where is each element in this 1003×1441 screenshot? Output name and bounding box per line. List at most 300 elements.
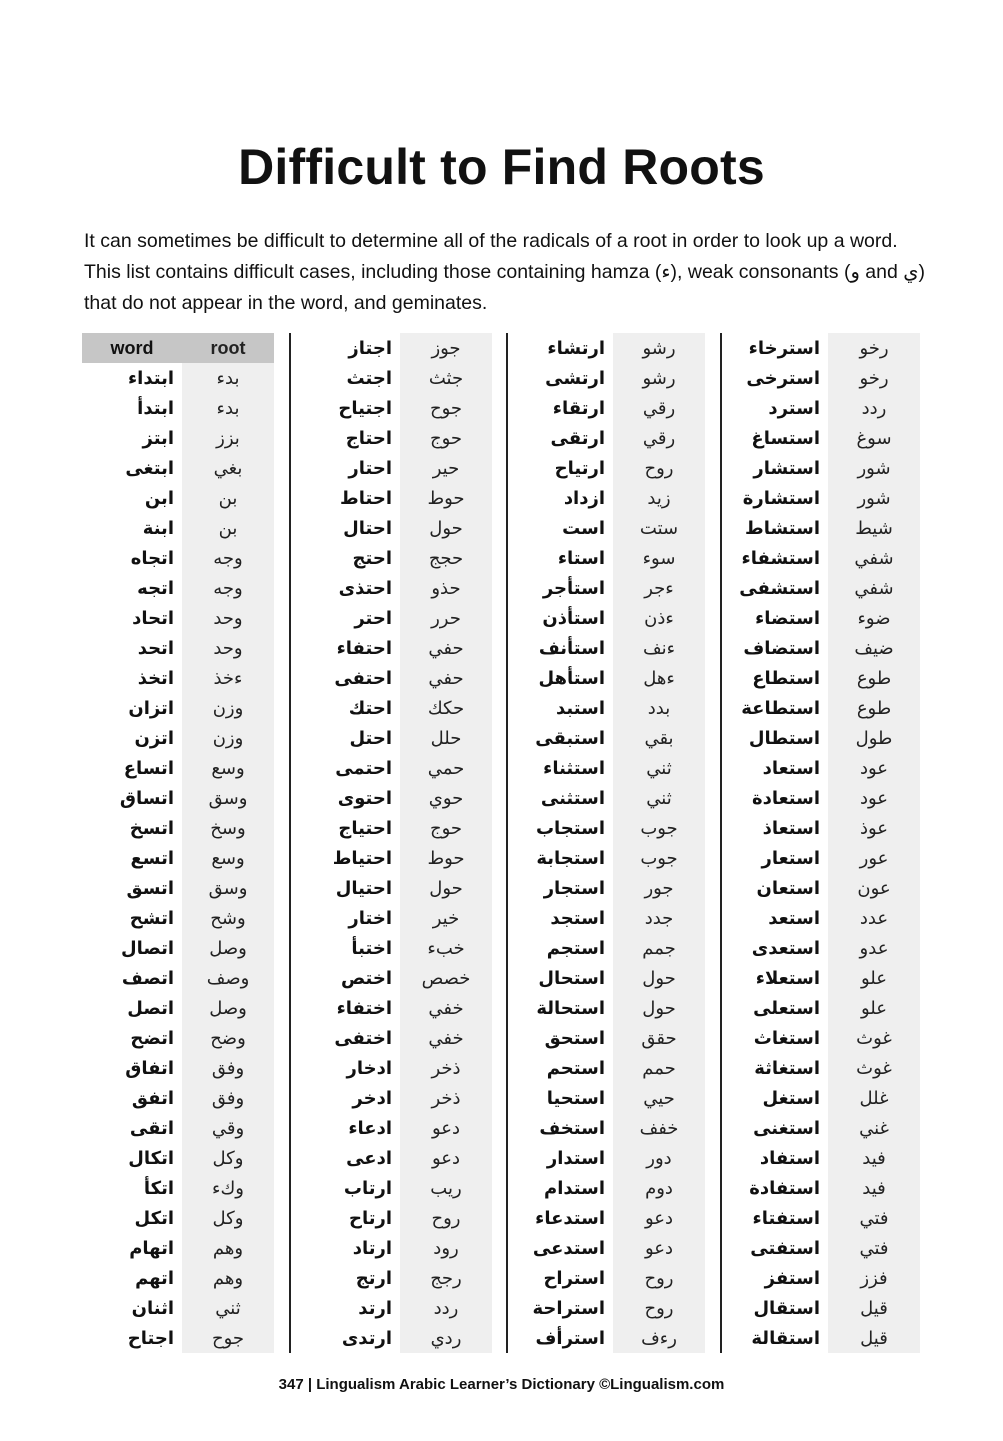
root-cell: خفف (613, 1113, 705, 1143)
table-row (728, 1173, 920, 1203)
root-cell: سوغ (828, 423, 920, 453)
word-cell: ارتقى (550, 427, 605, 448)
root-cell: بن (182, 483, 274, 513)
word-cell: استجد (550, 907, 605, 928)
word-cell: استجابة (536, 847, 605, 868)
word-cell: استعان (756, 877, 820, 898)
root-cell: وزن (182, 723, 274, 753)
word-cell: احتر (354, 607, 392, 628)
table-row (728, 483, 920, 513)
word-cell: استعد (768, 907, 820, 928)
word-cell: استبد (556, 697, 605, 718)
table-row (300, 1083, 492, 1113)
word-cell: استعاذ (762, 817, 820, 838)
table-row (82, 1323, 274, 1353)
root-cell: زيد (613, 483, 705, 513)
root-cell: رشو (613, 333, 705, 363)
table-row (82, 723, 274, 753)
table-row (513, 1143, 705, 1173)
root-cell: بدء (182, 393, 274, 423)
table-row (82, 1203, 274, 1233)
root-cell: ذخر (400, 1083, 492, 1113)
root-cell: جدد (613, 903, 705, 933)
page-title: Difficult to Find Roots (238, 139, 765, 195)
root-cell: ذخر (400, 1053, 492, 1083)
table-row (82, 1263, 274, 1293)
root-cell: عود (828, 783, 920, 813)
table-row (82, 783, 274, 813)
table-row (728, 1113, 920, 1143)
word-cell: احتياج (338, 817, 392, 838)
word-cell: استعدى (751, 937, 820, 958)
root-cell: فزز (828, 1263, 920, 1293)
intro-paragraph (84, 226, 934, 319)
table-row (513, 333, 705, 363)
root-cell: بقي (613, 723, 705, 753)
root-cell: بدد (613, 693, 705, 723)
table-row (728, 393, 920, 423)
table-row (82, 483, 274, 513)
root-cell: حير (400, 453, 492, 483)
table-row (300, 873, 492, 903)
table-row (728, 813, 920, 843)
root-cell: ءنف (613, 633, 705, 663)
word-cell: استجار (543, 877, 605, 898)
root-cell: فيد (828, 1173, 920, 1203)
word-cell: اتسخ (129, 817, 174, 838)
table-row (728, 753, 920, 783)
root-cell: عدو (828, 933, 920, 963)
table-row (300, 663, 492, 693)
word-cell: اختص (340, 967, 392, 988)
root-cell: حفي (400, 663, 492, 693)
root-cell: علو (828, 963, 920, 993)
table-row (300, 933, 492, 963)
table-row (728, 543, 920, 573)
table-row (82, 663, 274, 693)
word-cell: ارتاد (352, 1237, 392, 1258)
word-cell: ارتد (358, 1297, 392, 1318)
table-row (300, 633, 492, 663)
word-cell: اجتياح (338, 397, 392, 418)
word-cell: استرد (768, 397, 820, 418)
root-cell: رود (400, 1233, 492, 1263)
word-cell: استحال (538, 967, 605, 988)
table-row (513, 753, 705, 783)
root-cell: حمي (400, 753, 492, 783)
word-cell: اجتاز (348, 337, 392, 358)
word-cell: استجاب (535, 817, 605, 838)
table-row (728, 723, 920, 753)
table-row (513, 423, 705, 453)
root-cell: ثني (613, 753, 705, 783)
word-cell: استأهل (538, 667, 605, 688)
root-cell: رخو (828, 363, 920, 393)
word-cell: ابنة (142, 517, 174, 538)
word-cell: احتج (352, 547, 392, 568)
root-cell: جوح (182, 1323, 274, 1353)
root-cell: وسق (182, 873, 274, 903)
table-row (513, 1113, 705, 1143)
root-cell: عدد (828, 903, 920, 933)
table-row (82, 1113, 274, 1143)
table-row (300, 1233, 492, 1263)
root-cell: وصل (182, 993, 274, 1023)
table-row (300, 723, 492, 753)
root-cell: حذو (400, 573, 492, 603)
root-cell: وشح (182, 903, 274, 933)
table-row (513, 393, 705, 423)
root-cell: خفي (400, 993, 492, 1023)
root-cell: ضوء (828, 603, 920, 633)
table-row (513, 873, 705, 903)
word-cell: استثناء (543, 757, 605, 778)
root-column-1 (82, 333, 274, 1353)
root-cell: فيد (828, 1143, 920, 1173)
root-cell: وسخ (182, 813, 274, 843)
word-cell: احتاج (345, 427, 392, 448)
word-cell: استراح (543, 1267, 605, 1288)
root-cell: حوط (400, 483, 492, 513)
table-row (513, 513, 705, 543)
root-cell: ثني (613, 783, 705, 813)
root-cell: شفي (828, 543, 920, 573)
word-cell: اتقى (129, 1117, 174, 1138)
root-cell: سوء (613, 543, 705, 573)
root-cell: وسق (182, 783, 274, 813)
root-cell: حول (613, 963, 705, 993)
root-cell: رخو (828, 333, 920, 363)
root-cell: عون (828, 873, 920, 903)
table-row (728, 783, 920, 813)
table-row (513, 813, 705, 843)
root-cell: وحد (182, 633, 274, 663)
table-row (82, 363, 274, 393)
root-cell: وهم (182, 1263, 274, 1293)
root-cell: بغي (182, 453, 274, 483)
word-cell: استجم (546, 937, 605, 958)
root-cell: رجج (400, 1263, 492, 1293)
table-row (300, 423, 492, 453)
table-row (82, 543, 274, 573)
root-cell: جمم (613, 933, 705, 963)
table-row (300, 753, 492, 783)
root-cell: حوط (400, 843, 492, 873)
word-cell: ادخر (352, 1087, 392, 1108)
root-cell: رقي (613, 423, 705, 453)
root-cell: وجه (182, 573, 274, 603)
table-row (82, 633, 274, 663)
word-cell: اتسق (126, 877, 174, 898)
root-cell: بن (182, 513, 274, 543)
word-cell: استفز (764, 1267, 820, 1288)
table-row (513, 693, 705, 723)
root-cell: طوع (828, 693, 920, 723)
word-cell: استضاف (743, 637, 820, 658)
root-cell: شور (828, 483, 920, 513)
table-row (300, 1113, 492, 1143)
table-row (728, 573, 920, 603)
table-row (82, 393, 274, 423)
word-cell: احتيال (335, 877, 392, 898)
root-cell: وزن (182, 693, 274, 723)
table-header (82, 333, 274, 363)
word-cell: احتوى (337, 787, 392, 808)
root-cell: شفي (828, 573, 920, 603)
word-cell: اتحاد (132, 607, 174, 628)
table-row (300, 603, 492, 633)
table-row (513, 903, 705, 933)
word-cell: اختفى (334, 1027, 392, 1048)
word-cell: استفتاء (752, 1207, 820, 1228)
table-row (513, 843, 705, 873)
root-cell: غوث (828, 1053, 920, 1083)
table-row (300, 1263, 492, 1293)
root-cell: غوث (828, 1023, 920, 1053)
word-cell: ارتاب (343, 1177, 392, 1198)
root-cell: فتي (828, 1233, 920, 1263)
root-cell: حفي (400, 633, 492, 663)
root-cell: دعو (400, 1143, 492, 1173)
root-cell: قيل (828, 1293, 920, 1323)
table-row (728, 693, 920, 723)
table-row (300, 693, 492, 723)
word-cell: استشارة (742, 487, 820, 508)
word-cell: احتاط (340, 487, 392, 508)
table-row (728, 993, 920, 1023)
word-cell: استأذن (542, 607, 605, 628)
root-column-2 (300, 333, 492, 1353)
word-cell: استعار (761, 847, 820, 868)
word-cell: ابتز (142, 427, 174, 448)
root-cell: رشو (613, 363, 705, 393)
table-row (82, 1143, 274, 1173)
table-row (728, 363, 920, 393)
word-cell: استشاط (745, 517, 820, 538)
root-cell: خفي (400, 1023, 492, 1053)
root-cell: قيل (828, 1323, 920, 1353)
word-cell: استثنى (540, 787, 605, 808)
word-cell: استشفاء (741, 547, 820, 568)
root-cell: وقي (182, 1113, 274, 1143)
root-cell: ردد (828, 393, 920, 423)
table-row (513, 603, 705, 633)
word-cell: ارتشى (545, 367, 605, 388)
table-row (82, 873, 274, 903)
root-cell: جور (613, 873, 705, 903)
table-row (513, 483, 705, 513)
word-cell: اتفاق (125, 1057, 174, 1078)
table-row (728, 1053, 920, 1083)
root-cell: حيي (613, 1083, 705, 1113)
column-divider (720, 333, 722, 1353)
word-cell: ارتج (355, 1267, 392, 1288)
root-cell: جوح (400, 393, 492, 423)
word-cell: ارتياح (554, 457, 605, 478)
table-row (82, 603, 274, 633)
word-cell: اتصال (120, 937, 174, 958)
word-cell: اتحد (137, 637, 174, 658)
table-row (82, 693, 274, 723)
word-cell: اتفق (131, 1087, 174, 1108)
table-row (513, 933, 705, 963)
root-cell: وفق (182, 1053, 274, 1083)
root-cell: جوب (613, 813, 705, 843)
table-row (82, 813, 274, 843)
table-row (300, 453, 492, 483)
root-cell: وجه (182, 543, 274, 573)
word-cell: اتضح (130, 1027, 174, 1048)
root-cell: حجج (400, 543, 492, 573)
table-row (82, 753, 274, 783)
root-cell: ثني (182, 1293, 274, 1323)
header-word: word (82, 333, 182, 363)
root-cell: وسع (182, 843, 274, 873)
root-cell: وكء (182, 1173, 274, 1203)
root-cell: ريب (400, 1173, 492, 1203)
word-cell: استدعاء (535, 1207, 605, 1228)
word-cell: اتصف (121, 967, 174, 988)
word-cell: استساغ (751, 427, 820, 448)
root-cell: علو (828, 993, 920, 1023)
table-row (728, 873, 920, 903)
root-cell: حول (613, 993, 705, 1023)
word-cell: استقال (753, 1297, 820, 1318)
table-row (513, 1233, 705, 1263)
root-cell: شور (828, 453, 920, 483)
table-row (513, 663, 705, 693)
table-row (728, 603, 920, 633)
root-cell: بزز (182, 423, 274, 453)
word-cell: استعلاء (755, 967, 820, 988)
root-cell: حكك (400, 693, 492, 723)
table-row (728, 1143, 920, 1173)
root-cell: وفق (182, 1083, 274, 1113)
root-cell: روح (613, 453, 705, 483)
root-cell: روح (613, 1263, 705, 1293)
word-cell: استراحة (532, 1297, 605, 1318)
table-row (513, 1173, 705, 1203)
column-divider (289, 333, 291, 1353)
word-cell: اتكل (134, 1207, 174, 1228)
word-cell: استبقى (535, 727, 605, 748)
table-row (513, 453, 705, 483)
header-root: root (182, 333, 274, 363)
root-cell: حوج (400, 813, 492, 843)
table-row (300, 1023, 492, 1053)
table-row (728, 1233, 920, 1263)
word-cell: اتجه (137, 577, 174, 598)
word-cell: اتهم (135, 1267, 174, 1288)
root-cell: حمم (613, 1053, 705, 1083)
table-row (300, 903, 492, 933)
root-cell: حول (400, 513, 492, 543)
table-row (300, 393, 492, 423)
word-cell: اتكال (128, 1147, 174, 1168)
table-row (300, 333, 492, 363)
root-cell: رءف (613, 1323, 705, 1353)
word-cell: احتفاء (336, 637, 392, 658)
word-cell: استخف (539, 1117, 605, 1138)
table-row (728, 1293, 920, 1323)
table-row (82, 1023, 274, 1053)
word-cell: اجتث (346, 367, 392, 388)
root-cell: دعو (613, 1203, 705, 1233)
table-row (513, 363, 705, 393)
root-cell: رقي (613, 393, 705, 423)
word-cell: استرأف (535, 1327, 605, 1348)
root-cell: وحد (182, 603, 274, 633)
table-row (728, 1203, 920, 1233)
table-row (82, 963, 274, 993)
root-cell: حرر (400, 603, 492, 633)
table-row (513, 1293, 705, 1323)
root-cell: روح (400, 1203, 492, 1233)
word-cell: ابتداء (127, 367, 174, 388)
root-cell: جثث (400, 363, 492, 393)
word-cell: استدعى (532, 1237, 605, 1258)
root-cell: ردي (400, 1323, 492, 1353)
table-row (82, 843, 274, 873)
word-cell: ابن (144, 487, 174, 508)
word-cell: استحالة (536, 997, 605, 1018)
table-row (513, 633, 705, 663)
table-row (82, 1173, 274, 1203)
word-cell: استغاثة (754, 1057, 820, 1078)
table-row (728, 1263, 920, 1293)
root-cell: ضيف (828, 633, 920, 663)
table-row (82, 993, 274, 1023)
word-cell: ازداد (563, 487, 605, 508)
word-cell: اتسع (130, 847, 174, 868)
word-cell: استرخى (746, 367, 820, 388)
page-footer: 347 | Lingualism Arabic Learner’s Dictionary ©Lingualism.com (278, 1376, 725, 1393)
root-cell: حلل (400, 723, 492, 753)
root-cell: وسع (182, 753, 274, 783)
root-cell: دعو (613, 1233, 705, 1263)
table-row (82, 903, 274, 933)
word-cell: ادعى (346, 1147, 392, 1168)
word-cell: استعاد (762, 757, 820, 778)
table-row (300, 1143, 492, 1173)
root-cell: وكل (182, 1143, 274, 1173)
word-cell: اتساع (123, 757, 174, 778)
root-cell: وصف (182, 963, 274, 993)
word-cell: استطال (748, 727, 820, 748)
table-row (300, 813, 492, 843)
word-cell: اختبأ (351, 937, 392, 958)
table-row (728, 513, 920, 543)
table-row (300, 543, 492, 573)
word-cell: ارتاح (348, 1207, 392, 1228)
table-row (728, 663, 920, 693)
table-row (728, 423, 920, 453)
table-row (82, 1233, 274, 1263)
word-cell: استطاع (752, 667, 820, 688)
word-cell: استدام (544, 1177, 605, 1198)
table-row (513, 1203, 705, 1233)
root-cell: طول (828, 723, 920, 753)
table-row (300, 363, 492, 393)
word-cell: احتار (348, 457, 392, 478)
word-cell: استحق (544, 1027, 605, 1048)
intro-text: It can sometimes be difficult to determine all of the radicals of a root in order to look up a word. This list contains difficult cases, including those containing hamza (ء), weak consonants (و and ي) that do not appear in the word, and geminates. (84, 230, 926, 314)
column-divider (506, 333, 508, 1353)
root-cell: ءجر (613, 573, 705, 603)
word-cell: استعلى (753, 997, 820, 1018)
table-row (728, 1323, 920, 1353)
word-cell: اثنان (131, 1297, 174, 1318)
